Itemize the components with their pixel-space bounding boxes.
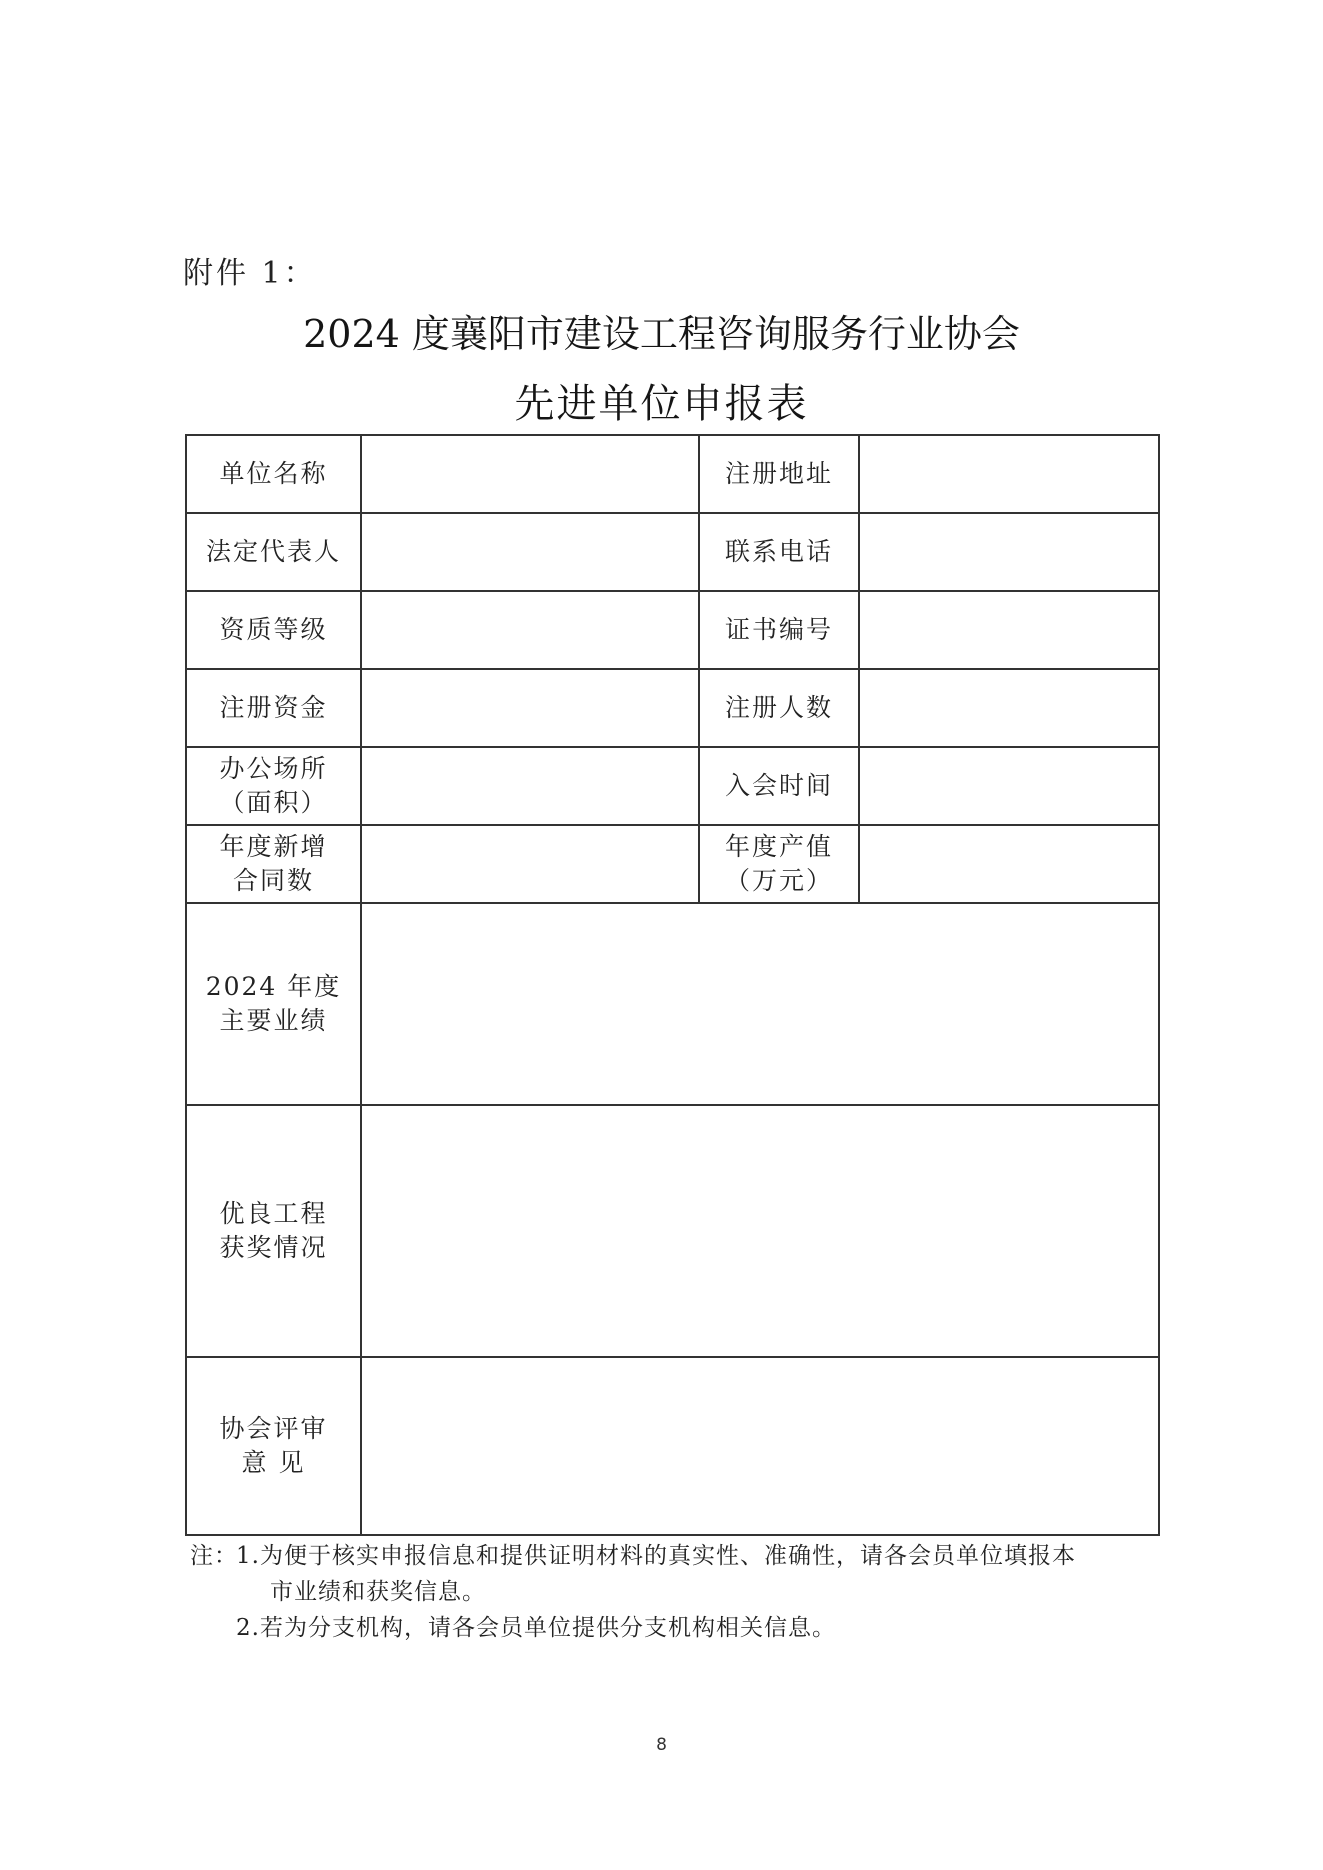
form-row-achievements (186, 903, 1159, 1105)
contact-phone-label: 联系电话 (699, 513, 859, 591)
reg-count-field[interactable] (859, 669, 1159, 747)
form-row-legal-rep (186, 513, 1159, 591)
footnote-text-1: 为便于核实申报信息和提供证明材料的真实性、准确性，请各会员单位填报本 (260, 1543, 1076, 1569)
footnote-item-2 (190, 1610, 1180, 1646)
join-time-field[interactable] (859, 747, 1159, 825)
form-row-unit-name (186, 435, 1159, 513)
certificate-no-field[interactable] (859, 591, 1159, 669)
form-row-office (186, 747, 1159, 825)
awards-label (186, 1105, 361, 1357)
annual-output-label-line2: （万元） (724, 866, 833, 895)
achievements-field[interactable] (361, 903, 1159, 1105)
form-row-qualification (186, 591, 1159, 669)
achievements-label-line1: 2024 年度 (205, 972, 342, 1001)
achievements-label-line2: 主要业绩 (219, 1006, 328, 1035)
office-area-label-line1: 办公场所 (219, 754, 328, 783)
awards-label-line1: 优良工程 (219, 1199, 328, 1228)
footnote-text-2: 若为分支机构，请各会员单位提供分支机构相关信息。 (260, 1615, 836, 1641)
footnote (190, 1538, 1180, 1646)
footnote-text-1-continued: 市业绩和获奖信息。 (270, 1579, 486, 1605)
office-area-label-line2: （面积） (219, 788, 328, 817)
join-time-label: 入会时间 (699, 747, 859, 825)
footnote-item-1 (190, 1538, 1180, 1574)
form-row-reg-capital (186, 669, 1159, 747)
contact-phone-field[interactable] (859, 513, 1159, 591)
form-title-line2: 先进单位申报表 (514, 381, 809, 427)
review-opinion-label-line2: 意 见 (241, 1448, 306, 1477)
reg-capital-label: 注册资金 (186, 669, 361, 747)
application-form-table (185, 434, 1160, 1536)
certificate-no-label: 证书编号 (699, 591, 859, 669)
reg-capital-field[interactable] (361, 669, 699, 747)
office-area-label (186, 747, 361, 825)
annual-output-field[interactable] (859, 825, 1159, 903)
achievements-label (186, 903, 361, 1105)
footnote-number-2: 2. (236, 1615, 260, 1641)
reg-address-label: 注册地址 (699, 435, 859, 513)
legal-rep-label: 法定代表人 (186, 513, 361, 591)
review-opinion-field[interactable] (361, 1357, 1159, 1535)
qualification-label: 资质等级 (186, 591, 361, 669)
form-row-contracts (186, 825, 1159, 903)
qualification-field[interactable] (361, 591, 699, 669)
reg-address-field[interactable] (859, 435, 1159, 513)
form-row-review (186, 1357, 1159, 1535)
form-row-awards (186, 1105, 1159, 1357)
office-area-field[interactable] (361, 747, 699, 825)
annual-output-label-line1: 年度产值 (724, 832, 833, 861)
new-contracts-label-line1: 年度新增 (219, 832, 328, 861)
page-number: 8 (656, 1735, 667, 1755)
unit-name-field[interactable] (361, 435, 699, 513)
review-opinion-label-line1: 协会评审 (219, 1414, 328, 1443)
awards-label-line2: 获奖情况 (219, 1233, 328, 1262)
new-contracts-label (186, 825, 361, 903)
footnote-prefix: 注： (190, 1543, 238, 1569)
footnote-number-1: 1. (236, 1543, 260, 1569)
awards-field[interactable] (361, 1105, 1159, 1357)
attachment-label: 附件 1： (183, 256, 317, 291)
unit-name-label: 单位名称 (186, 435, 361, 513)
form-title-line1: 2024 度襄阳市建设工程咨询服务行业协会 (303, 312, 1020, 356)
new-contracts-label-line2: 合同数 (232, 866, 314, 895)
reg-count-label: 注册人数 (699, 669, 859, 747)
annual-output-label (699, 825, 859, 903)
legal-rep-field[interactable] (361, 513, 699, 591)
new-contracts-field[interactable] (361, 825, 699, 903)
review-opinion-label (186, 1357, 361, 1535)
